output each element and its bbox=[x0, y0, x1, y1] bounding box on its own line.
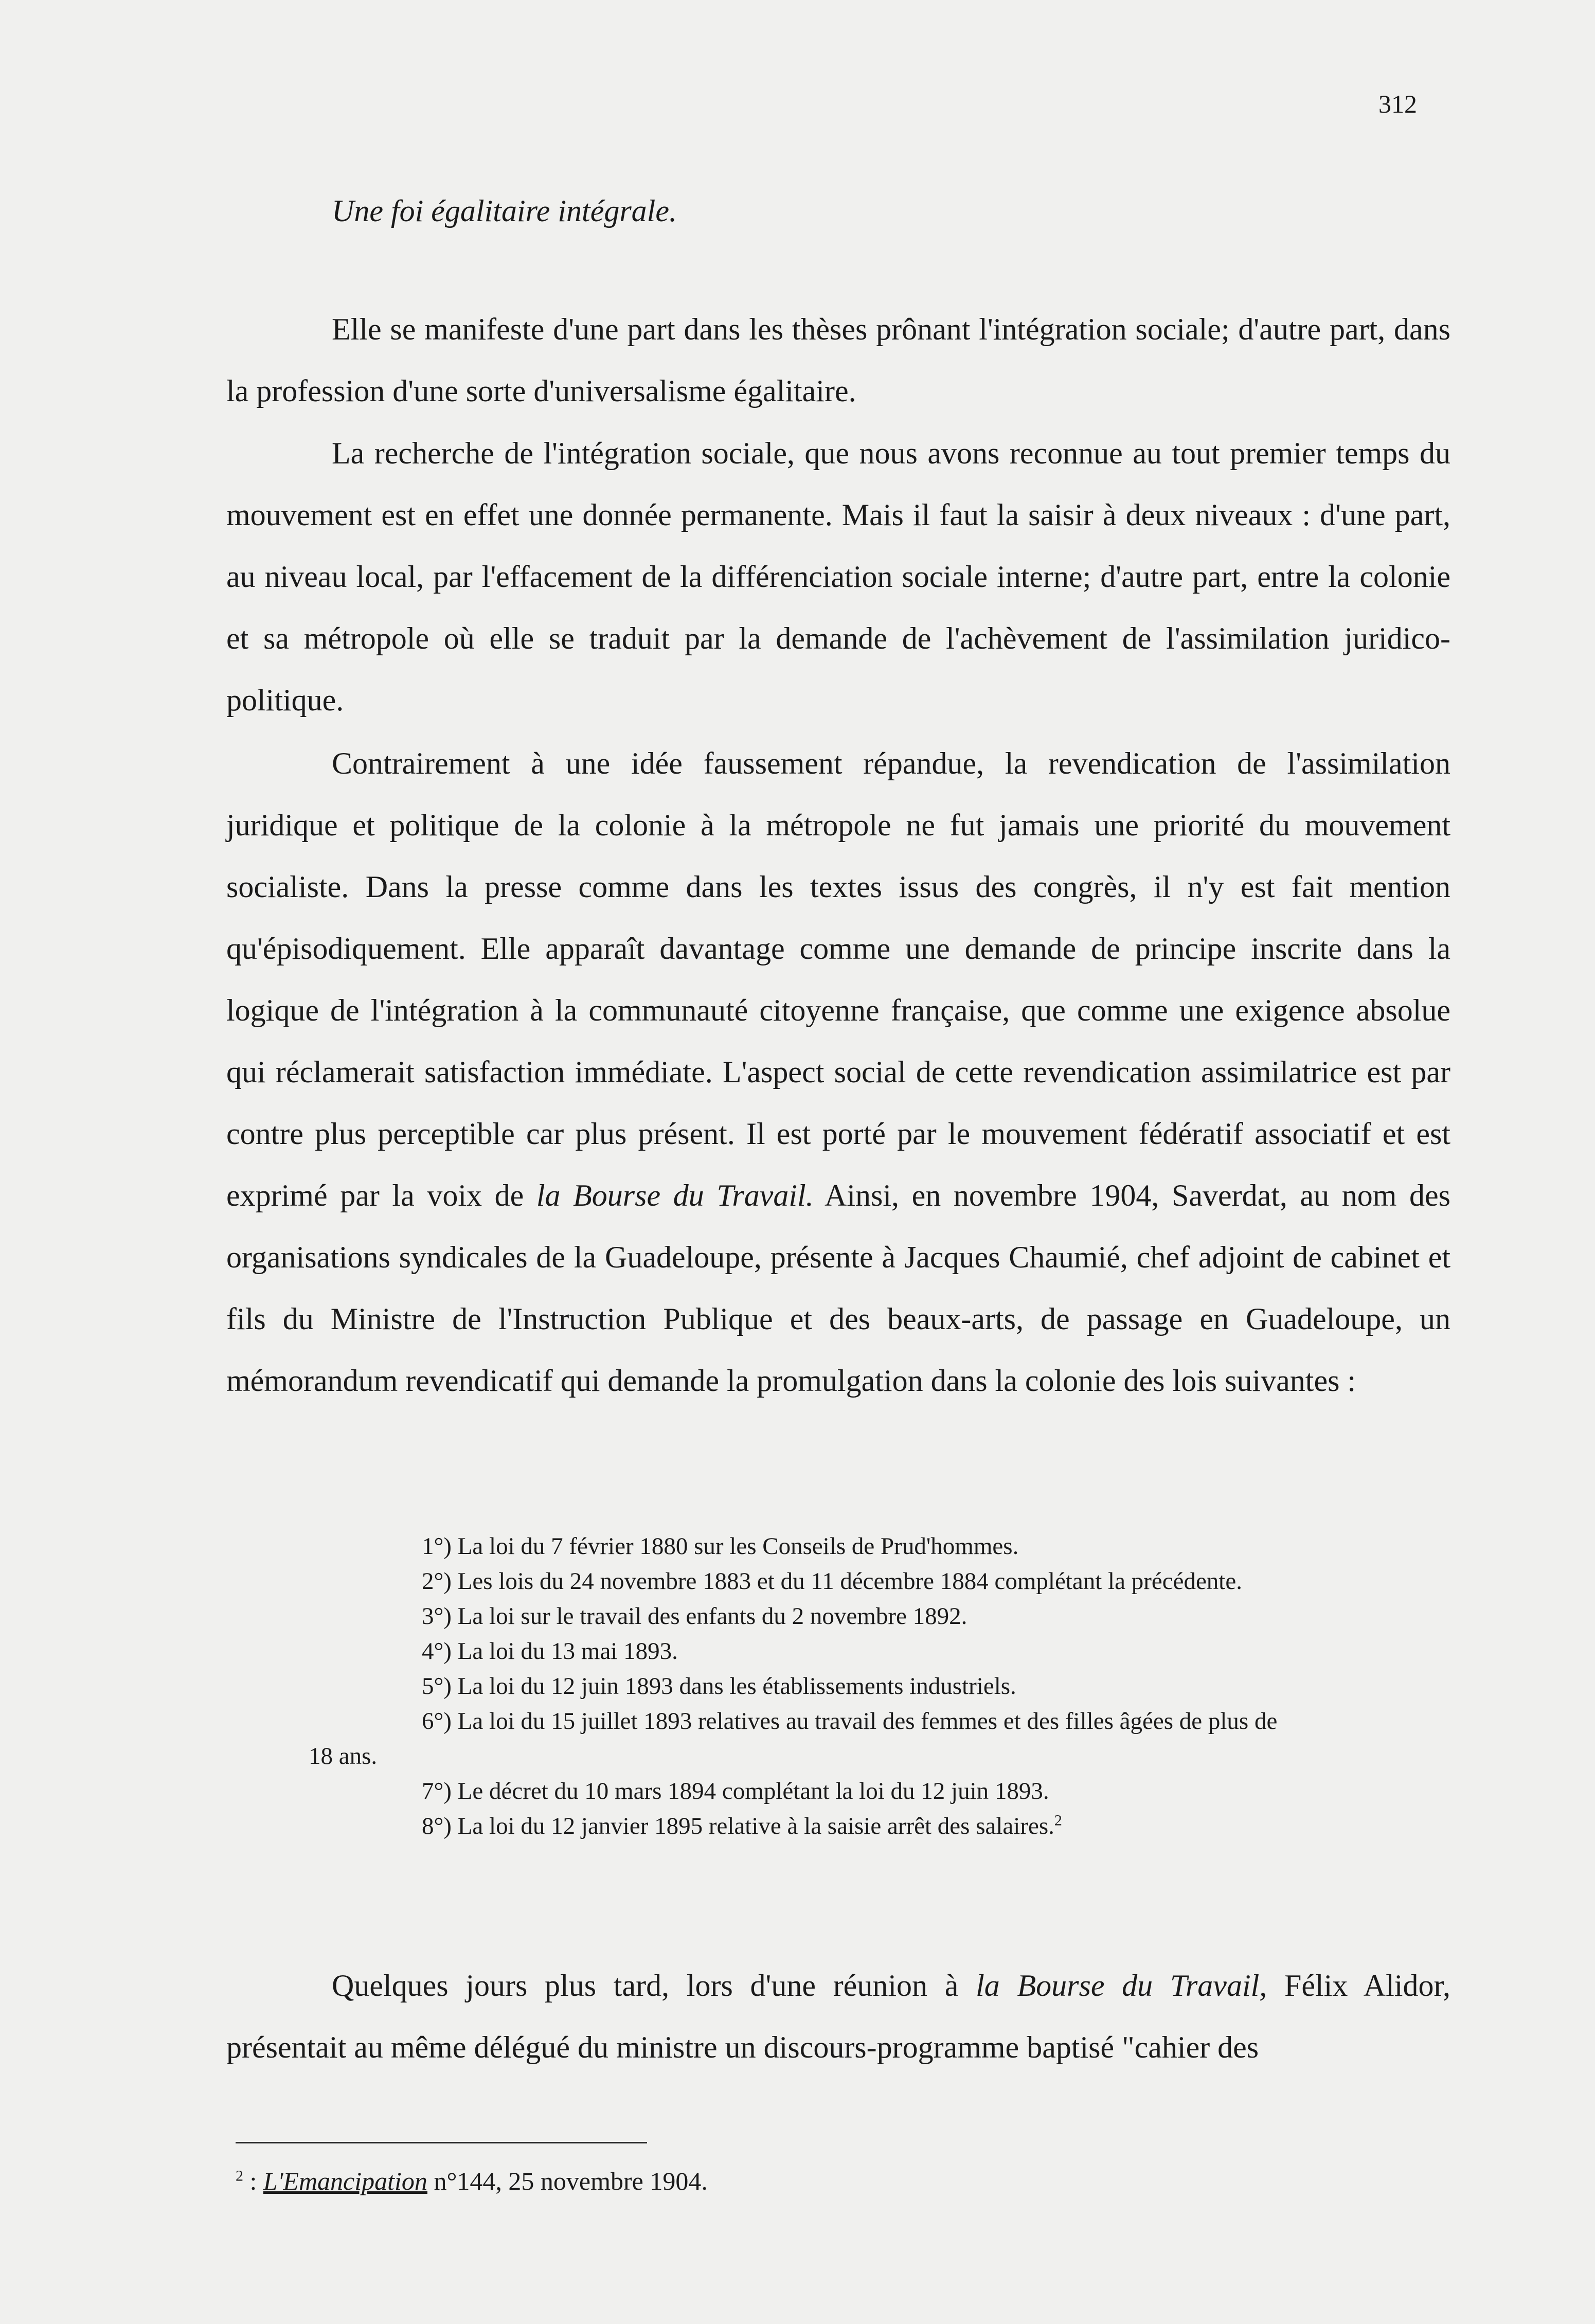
footnote-source-details: n°144, 25 novembre 1904. bbox=[427, 2167, 708, 2195]
footnote-marker: 2 bbox=[236, 2167, 243, 2185]
footnote-separator-text: : bbox=[243, 2167, 263, 2195]
section-title: Une foi égalitaire intégrale. bbox=[332, 194, 677, 228]
paragraph-3-text-a: Contrairement à une idée faussement répandue, la revendication de l'assimilation juridique et politique de la colonie à la métropole ne fut jamais une priorité du mouvement socialiste. Dans la presse comme dans les textes issus des congrès, il n'y est fait mention qu'épisodiquement. Elle apparaît davantage comme une demande de principe inscrite dans la logique de l'intégration à la communauté citoyenne française, que comme une exigence absolue qui réclamerait satisfaction immédiate. L'aspect social de cette revendication assimilatrice est par contre plus perceptible car plus présent. Il est porté par le mouvement fédératif associatif et est exprimé par la voix de bbox=[226, 746, 1450, 1212]
law-6-line-1: 6°) La loi du 15 juillet 1893 relatives au travail des femmes et des filles âgées de plus de bbox=[422, 1708, 1278, 1735]
law-item: 1°) La loi du 7 février 1880 sur les Conseils de Prud'hommes. bbox=[422, 1533, 1019, 1560]
law-item: 5°) La loi du 12 juin 1893 dans les établissements industriels. bbox=[422, 1673, 1016, 1700]
law-list bbox=[309, 1529, 1430, 1844]
paragraph-4 bbox=[226, 1955, 1450, 2078]
footnote-reference: 2 bbox=[1054, 1812, 1062, 1829]
page-number: 312 bbox=[1378, 90, 1417, 118]
footnote-separator bbox=[236, 2142, 647, 2143]
law-6-line-2: 18 ans. bbox=[309, 1743, 378, 1769]
paragraph-4-text-b: Félix Alidor, présentait au même délégué du ministre un discours-programme baptisé "cahier des bbox=[226, 1969, 1451, 2064]
paragraph-1-text: Elle se manifeste d'une part dans les thèses prônant l'intégration sociale; d'autre part, dans la profession d'une sorte d'universalisme égalitaire. bbox=[226, 312, 1450, 408]
law-item-8 bbox=[309, 1809, 1430, 1844]
paragraph-2 bbox=[226, 422, 1450, 731]
law-item-6 bbox=[309, 1704, 1430, 1774]
paragraph-2-text: La recherche de l'intégration sociale, que nous avons reconnue au tout premier temps du mouvement est en effet une donnée permanente. Mais il faut la saisir à deux niveaux : d'une part, au niveau local, par l'effacement de la différenciation sociale interne; d'autre part, entre la colonie et sa métropole où elle se traduit par la demande de l'achèvement de l'assimilation juridico-politique. bbox=[226, 436, 1450, 717]
law-8-text: 8°) La loi du 12 janvier 1895 relative à la saisie arrêt des salaires. bbox=[422, 1813, 1054, 1839]
law-item: 7°) Le décret du 10 mars 1894 complétant la loi du 12 juin 1893. bbox=[422, 1778, 1049, 1804]
footnote bbox=[236, 2163, 708, 2199]
bourse-du-travail-title: la Bourse du Travail. bbox=[536, 1178, 814, 1212]
paragraph-3 bbox=[226, 732, 1450, 1411]
paragraph-4-text-a: Quelques jours plus tard, lors d'une réunion à bbox=[332, 1969, 976, 2003]
footnote-source-title: L'Emancipation bbox=[263, 2167, 427, 2195]
paragraph-3-text-b: Ainsi, en novembre 1904, Saverdat, au nom des organisations syndicales de la Guadeloupe, présente à Jacques Chaumié, chef adjoint de cabinet et fils du Ministre de l'Instruction Publique et des beaux-arts, de passage en Guadeloupe, un mémorandum revendicatif qui demande la promulgation dans la colonie des lois suivantes : bbox=[226, 1178, 1451, 1398]
law-item: 2°) Les lois du 24 novembre 1883 et du 11 décembre 1884 complétant la précédente. bbox=[422, 1568, 1242, 1595]
law-item: 4°) La loi du 13 mai 1893. bbox=[422, 1638, 678, 1665]
law-item: 3°) La loi sur le travail des enfants du 2 novembre 1892. bbox=[422, 1603, 967, 1630]
bourse-du-travail-title: la Bourse du Travail, bbox=[976, 1969, 1267, 2003]
paragraph-1 bbox=[226, 298, 1450, 422]
